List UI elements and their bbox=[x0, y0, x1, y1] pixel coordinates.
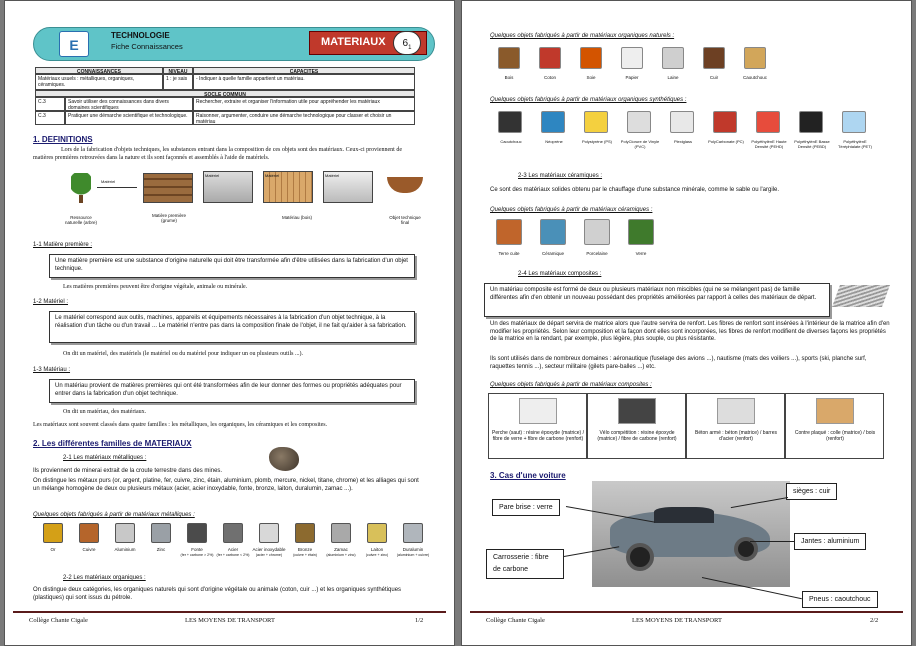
synthetic-label: PolyClorure de Vinyle (PVC) bbox=[620, 139, 660, 149]
p-2-4-b: Ils sont utilisés dans de nombreux domaines : aéronautique (fuselage des avions ...), nautisme (mats des voiliers ...), sports (ski, planche surf, raquettes tennis ...), secteur militaire (gilets pare-balles ...) etc. bbox=[490, 356, 867, 370]
naturals-row bbox=[490, 45, 790, 87]
car-windshield bbox=[654, 507, 714, 523]
ceramic-image bbox=[496, 219, 522, 245]
chain-caption-4: Objet technique final bbox=[389, 215, 421, 225]
footer-line-2 bbox=[470, 611, 903, 613]
col-header-niveau: NIVEAU bbox=[163, 67, 193, 74]
composite-image bbox=[717, 398, 755, 424]
synthetic-label: PolyCarbonate (PC) bbox=[708, 139, 744, 144]
natural-label: Coton bbox=[543, 75, 556, 80]
composite-objects-title: Quelques objets fabriqués à partir de matériaux composites : bbox=[490, 382, 652, 388]
header-badge-label: MATERIAUX bbox=[321, 36, 386, 48]
synthetic-image bbox=[756, 111, 780, 133]
synthetic-label: PolyéthylènE Téréphtalate (PET) bbox=[837, 139, 872, 149]
cell-socle-a: Savoir utiliser des connaissances dans divers domaines scientifiques bbox=[65, 97, 193, 111]
cell-capacite: - Indiquer à quelle famille appartient un matériau. bbox=[193, 74, 415, 90]
chain-tag-1: Matériel bbox=[101, 179, 116, 184]
natural-image bbox=[662, 47, 684, 69]
note-1-2: On dit un matériel, des matériels (le matériel ou du matériel pour indiquer un ou plusieurs outils ...). bbox=[63, 351, 303, 357]
cell-connaissance: Matériaux usuels : métalliques, organiques, céramiques. bbox=[35, 74, 163, 90]
h-1-2: 1-2 Matériel : bbox=[33, 299, 69, 305]
metal-image bbox=[115, 523, 135, 543]
natural-label: Bois bbox=[504, 75, 514, 80]
chain-diagram bbox=[65, 169, 425, 239]
metal-label: Or bbox=[50, 547, 56, 552]
natural-image bbox=[703, 47, 725, 69]
synthetic-image bbox=[713, 111, 737, 133]
natural-image bbox=[498, 47, 520, 69]
h-2-1: 2-1 Les matériaux métalliques : bbox=[63, 455, 147, 461]
synthetic-image bbox=[842, 111, 866, 133]
callout-pare-brise: Pare brise : verre bbox=[492, 499, 560, 516]
h-1-3: 1-3 Matériau : bbox=[33, 367, 71, 373]
metal-label: Cuivre bbox=[82, 547, 96, 552]
synthetic-image bbox=[799, 111, 823, 133]
natural-label: Soie bbox=[586, 75, 596, 80]
note-1-1: Les matières premières peuvent être d'origine végétale, animale ou minérale. bbox=[63, 284, 248, 290]
composites-table bbox=[488, 393, 884, 459]
s1-intro: Lors de la fabrication d'objets techniques, les substances entrant dans la composition de ces objets sont des matériaux. Ceux-ci proviennent de matières premières retrouvées dans la nature et ils sont façonnés et assemblés à l'aide de matériels. bbox=[33, 147, 402, 161]
metal-sublabel: (cuivre + étain) bbox=[293, 553, 317, 557]
ceramic-label: Verre bbox=[635, 251, 647, 256]
car-image bbox=[592, 481, 790, 587]
ceramic-label: Céramique bbox=[541, 251, 564, 256]
metal-image bbox=[43, 523, 63, 543]
footer-subject: LES MOYENS DE TRANSPORT bbox=[185, 617, 275, 624]
cell-c3-a: C.3 bbox=[35, 97, 65, 111]
composite-image bbox=[618, 398, 656, 424]
chain-caption-2: Matière première (grume) bbox=[151, 213, 186, 223]
note-1-3: On dit un matériau, des matériaux. bbox=[63, 409, 147, 415]
arrow-jantes bbox=[750, 541, 794, 542]
chain-tag-4: Matériel bbox=[325, 173, 340, 178]
synthetic-label: PolyéthylènE Basse Densité (PEBD) bbox=[794, 139, 830, 149]
p-2-4-a: Un des matériaux de départ servira de matrice alors que l'autre servira de renfort. Les fibres de renfort sont insérées à l'intérieur de la matrice afin d'en modifier les propriétés. Selon leur composition et la façon dont elles sont incorporées, les fibres de renfort modifient de diverses façons les propriétés de la matrice en la rendant, par exemple, plus légère, plus souple, ou plus résistante. bbox=[490, 321, 890, 342]
def-composite: Un matériau composite est formé de deux ou plusieurs matériaux non miscibles (qui ne se mélangent pas) de famille différentes afin d'en obtenir un nouveau possédant des propriétés améliorées par rapport à celles des matériaux de départ. bbox=[484, 283, 830, 317]
def-materiau: Un matériau provient de matières premières qui ont été transformées afin de leur donner des formes ou propriétés adéquates pour entrer dans la fabrication d'un objet technique. bbox=[49, 379, 415, 403]
car-wheel-front bbox=[626, 543, 654, 571]
natural-image bbox=[744, 47, 766, 69]
metal-image bbox=[367, 523, 387, 543]
page-2 bbox=[461, 0, 912, 646]
callout-pneus: Pneus : caoutchouc bbox=[802, 591, 878, 608]
metal-image bbox=[259, 523, 279, 543]
col-header-connaissances: CONNAISSANCES bbox=[35, 67, 163, 74]
chain-caption-3: Matériau (bois) bbox=[281, 215, 312, 220]
p-2-2: On distingue deux catégories, les organiques naturels qui sont d'origine végétale ou animale (coton, cuir ...) et les organiques synthétiques (plastiques) qui sont issus du pétrole. bbox=[33, 587, 402, 601]
synthetic-label: Polystyrène (PS) bbox=[581, 139, 612, 144]
footer-subject-2: LES MOYENS DE TRANSPORT bbox=[632, 617, 722, 624]
metal-sublabel: (aluminium + cuivre) bbox=[396, 553, 430, 557]
section-1-title: 1. DEFINITIONS bbox=[33, 135, 93, 144]
cell-socle-cap-a: Rechercher, extraire et organiser l'information utile pour appréhender les matériaux bbox=[193, 97, 415, 111]
h-1-1: 1-1 Matière première : bbox=[33, 242, 93, 248]
header-number-sub: 1 bbox=[408, 45, 412, 51]
header-subtitle: Fiche Connaissances bbox=[111, 42, 183, 51]
cell-niveau: 1 : je sais bbox=[163, 74, 193, 90]
ceramic-image bbox=[628, 219, 654, 245]
synthetic-image bbox=[670, 111, 694, 133]
synthetic-image bbox=[627, 111, 651, 133]
synthetic-image bbox=[584, 111, 608, 133]
composite-label: Béton armé : béton (matrice) / barres d'acier (renfort) bbox=[695, 430, 777, 442]
metal-objects-title: Quelques objets fabriqués à partir de matériaux métalliques : bbox=[33, 512, 195, 518]
footer-page-2: 2/2 bbox=[870, 617, 879, 624]
metal-label: Laiton bbox=[370, 547, 384, 552]
footer-school: Collège Chante Cigale bbox=[29, 617, 88, 624]
composite-layers-image bbox=[832, 285, 890, 307]
section-2-title: 2. Les différentes familles de MATERIAUX bbox=[33, 439, 192, 448]
metal-sublabel: (fer + carbone < 2%) bbox=[216, 553, 250, 557]
natural-label: Caoutchouc bbox=[742, 75, 768, 80]
composite-label: Contre plaqué : colle (matrice) / bois (renfort) bbox=[794, 430, 876, 442]
natural-image bbox=[621, 47, 643, 69]
composite-label: Perche (saut) : résine époxyde (matrice) / fibre de verre + fibre de carbone (renfort) bbox=[492, 430, 584, 442]
metal-label: Duralumin bbox=[402, 547, 424, 552]
metal-image bbox=[187, 523, 207, 543]
ceramic-label: Terre cuite bbox=[498, 251, 520, 256]
ceramic-label: Porcelaine bbox=[586, 251, 608, 256]
metal-label: Bronze bbox=[297, 547, 313, 552]
synthetic-image bbox=[498, 111, 522, 133]
header-number-circle bbox=[393, 31, 421, 55]
def-matiere-premiere: Une matière première est une substance d'origine naturelle qui doit être transformée afin d'être utilisées dans la fabrication d'un objet technique. bbox=[49, 254, 415, 278]
metal-sublabel: (cuivre + zinc) bbox=[365, 553, 389, 557]
arrow-1 bbox=[97, 187, 137, 188]
cell-socle-cap-b: Raisonner, argumenter, conduire une démarche technologique pour classer et choisir un matériau bbox=[193, 111, 415, 125]
composite-cell bbox=[785, 393, 884, 459]
header-number: 6 bbox=[402, 38, 409, 49]
metal-label: Aluminium bbox=[114, 547, 136, 552]
natural-label: Laine bbox=[667, 75, 679, 80]
col-header-capacites: CAPACITES bbox=[193, 67, 415, 74]
chain-tag-2: Matériel bbox=[205, 173, 220, 178]
composite-cell bbox=[488, 393, 587, 459]
families-summary: Les matériaux sont souvent classés dans quatre familles : les métalliques, les organiques, les céramiques et les composites. bbox=[33, 422, 328, 428]
synthetic-objects-title: Quelques objets fabriqués à partir de matériaux organiques synthétiques : bbox=[490, 97, 687, 103]
boat-image bbox=[387, 177, 423, 193]
ceramic-objects-title: Quelques objets fabriqués à partir de matériaux céramiques : bbox=[490, 207, 653, 213]
composite-label: Vélo compétition : résine époxyde (matrice) / fibre de carbone (renfort) bbox=[597, 430, 677, 442]
chain-tag-3: Matériel bbox=[265, 173, 280, 178]
logs-image bbox=[143, 173, 193, 203]
section-3-title: 3. Cas d'une voiture bbox=[490, 471, 566, 480]
h-2-4: 2-4 Les matériaux composites : bbox=[518, 271, 602, 277]
natural-label: Cuir bbox=[709, 75, 719, 80]
chain-caption-1: Ressource naturelle (arbre) bbox=[64, 215, 97, 225]
natural-image bbox=[539, 47, 561, 69]
h-2-3: 2-3 Les matériaux céramiques : bbox=[518, 173, 603, 179]
composite-cell bbox=[686, 393, 785, 459]
metal-label: Zamac bbox=[334, 547, 348, 552]
metal-image bbox=[79, 523, 99, 543]
metals-row bbox=[35, 521, 435, 571]
footer-page: 1/2 bbox=[415, 617, 424, 624]
metal-sublabel: (fer + carbone > 2%) bbox=[180, 553, 214, 557]
cell-socle-b: Pratiquer une démarche scientifique et technologique. bbox=[65, 111, 193, 125]
p-2-1-b: On distingue les métaux purs (or, argent, platine, fer, cuivre, zinc, étain, aluminium, plomb, mercure, nickel, titane, chrome) et les alliages qui sont un mélange homogène de deux ou plusieurs métaux (acier, acier inoxydable, fonte, bronze, laiton, duralumin, zamac ...). bbox=[33, 478, 419, 492]
footer-school-2: Collège Chante Cigale bbox=[486, 617, 545, 624]
cell-c3-b: C.3 bbox=[35, 111, 65, 125]
callout-sieges: sièges : cuir bbox=[786, 483, 837, 500]
synthetics-row bbox=[490, 109, 890, 161]
h-2-2: 2-2 Les matériaux organiques : bbox=[63, 575, 146, 581]
logo: E bbox=[59, 31, 89, 57]
competency-table bbox=[35, 67, 415, 127]
p-2-3: Ce sont des matériaux solides obtenu par le chauffage d'une substance minérale, comme le sable ou l'argile. bbox=[490, 187, 780, 193]
callout-carrosserie: Carrosserie : fibre de carbone bbox=[486, 549, 564, 579]
page-1 bbox=[4, 0, 455, 646]
metal-image bbox=[403, 523, 423, 543]
synthetic-label: Néoprène bbox=[545, 139, 563, 144]
metal-image bbox=[223, 523, 243, 543]
metal-label: Acier inoxydable bbox=[252, 547, 286, 552]
header-title: TECHNOLOGIE bbox=[111, 31, 170, 40]
def-materiel: Le matériel correspond aux outils, machines, appareils et équipements nécessaires à la fabrication d'un objet technique, à la réalisation d'un tâche ou d'un travail ... Le matériel n'entre pas dans la composition finale de l'objet, il ne fait qu'aider à sa fabrication. bbox=[49, 311, 415, 343]
composite-image bbox=[519, 398, 557, 424]
synthetic-label: PolyéthylènE Haute Densité (PEHD) bbox=[751, 139, 787, 149]
ore-image bbox=[269, 447, 299, 471]
composite-cell bbox=[587, 393, 686, 459]
metal-sublabel: (aluminium + zinc) bbox=[326, 553, 356, 557]
metal-image bbox=[331, 523, 351, 543]
synthetic-label: Caoutchouc bbox=[500, 139, 522, 144]
metal-label: Acier bbox=[227, 547, 239, 552]
metal-image bbox=[295, 523, 315, 543]
footer-line bbox=[13, 611, 446, 613]
metal-label: Zinc bbox=[156, 547, 166, 552]
metal-label: Fonte bbox=[191, 547, 203, 552]
socle-commun-header: SOCLE COMMUN bbox=[35, 90, 415, 97]
natural-label: Papier bbox=[625, 75, 639, 80]
ceramic-image bbox=[540, 219, 566, 245]
metal-image bbox=[151, 523, 171, 543]
natural-objects-title: Quelques objets fabriqués à partir de matériaux organiques naturels : bbox=[490, 33, 675, 39]
ceramics-row bbox=[490, 217, 690, 261]
natural-image bbox=[580, 47, 602, 69]
ceramic-image bbox=[584, 219, 610, 245]
metal-sublabel: (acier + chrome) bbox=[255, 553, 283, 557]
synthetic-label: Plexiglass bbox=[673, 139, 692, 144]
callout-jantes: Jantes : aluminium bbox=[794, 533, 866, 550]
synthetic-image bbox=[541, 111, 565, 133]
p-2-1-a: Ils proviennent de minerai extrait de la croute terrestre dans des mines. bbox=[33, 468, 223, 474]
tree-trunk bbox=[79, 195, 83, 203]
composite-image bbox=[816, 398, 854, 424]
